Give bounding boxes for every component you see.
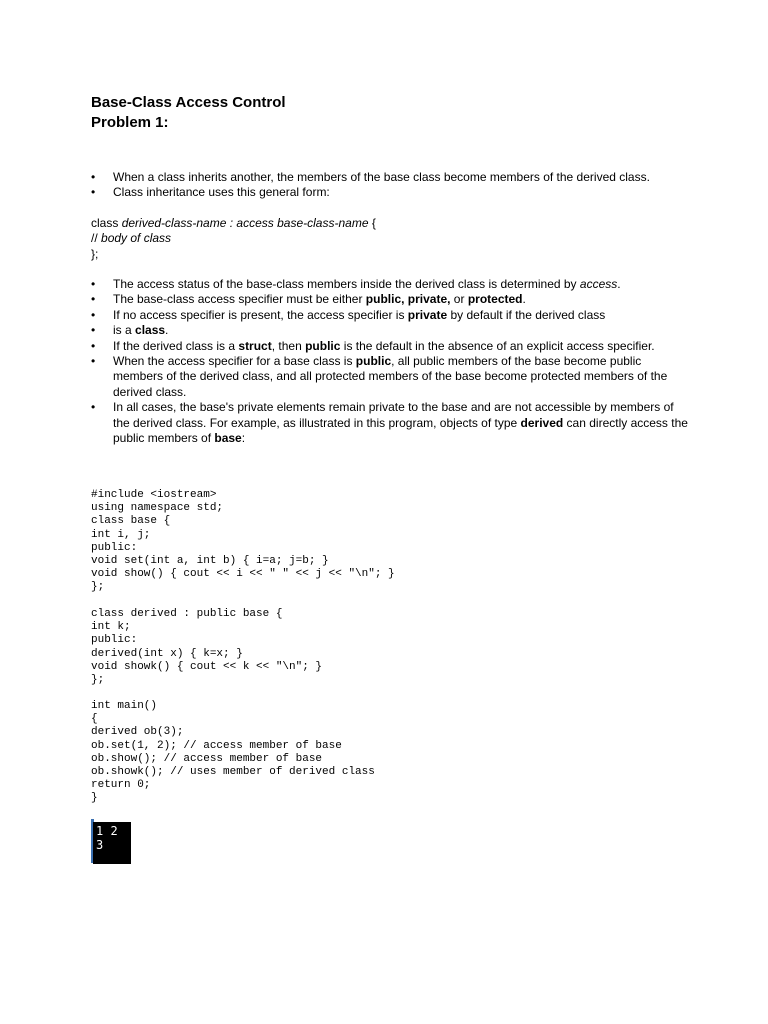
- list-item: • In all cases, the base's private elements remain private to the base and are not accessible by members of the derived class. For example, as illustrated in this program, objects of type derived can directly access the public members of base:: [91, 400, 688, 446]
- bullet-icon: •: [91, 307, 96, 322]
- form-line-class: class derived-class-name : access base-class-name {: [91, 216, 376, 230]
- list-item: • If no access specifier is present, the access specifier is private by default if the derived class: [91, 307, 606, 322]
- list-item: • The base-class access specifier must be either public, private, or protected.: [91, 292, 526, 307]
- bullet-icon: •: [91, 400, 96, 415]
- code-block-main: int main() { derived ob(3); ob.set(1, 2); // access member of base ob.show(); // access member of base ob.showk(); // uses member of derived class return 0; }: [91, 700, 375, 805]
- code-block-derived-class: class derived : public base { int k; public: derived(int x) { k=x; } void showk() { cout << k << "\n"; } };: [91, 608, 323, 687]
- bullet-icon: •: [91, 354, 96, 369]
- heading-title: Base-Class Access Control: [91, 94, 286, 111]
- general-form-syntax: [91, 216, 376, 262]
- code-block-base-class: #include <iostream> using namespace std; class base { int i, j; public: void set(int a, int b) { i=a; j=b; } void show() { cout << i << " " << j << "\n"; } };: [91, 489, 395, 594]
- rules-bullet-list: [91, 277, 691, 446]
- bullet-icon: •: [91, 277, 96, 291]
- document-heading: [91, 93, 286, 133]
- heading-problem: Problem 1:: [91, 114, 169, 131]
- list-item: • Class inheritance uses this general form:: [91, 185, 330, 200]
- console-output: 1 2 3: [93, 822, 131, 864]
- list-item: • The access status of the base-class members inside the derived class is determined by access.: [91, 277, 621, 291]
- bullet-icon: •: [91, 323, 96, 338]
- bullet-icon: •: [91, 185, 96, 200]
- bullet-icon: •: [91, 338, 96, 353]
- list-item: • When the access specifier for a base class is public, all public members of the base become public members of the derived class, and all protected members of the base become protected members of the derived class.: [91, 354, 668, 399]
- list-item: • When a class inherits another, the members of the base class become members of the derived class.: [91, 170, 650, 184]
- bullet-icon: •: [91, 292, 96, 307]
- intro-bullet-list: [91, 170, 691, 201]
- bullet-icon: •: [91, 170, 96, 184]
- list-item: • If the derived class is a struct, then public is the default in the absence of an explicit access specifier.: [91, 338, 655, 353]
- form-line-close: };: [91, 246, 99, 261]
- form-line-body: // body of class: [91, 231, 172, 246]
- list-item: • is a class.: [91, 323, 169, 338]
